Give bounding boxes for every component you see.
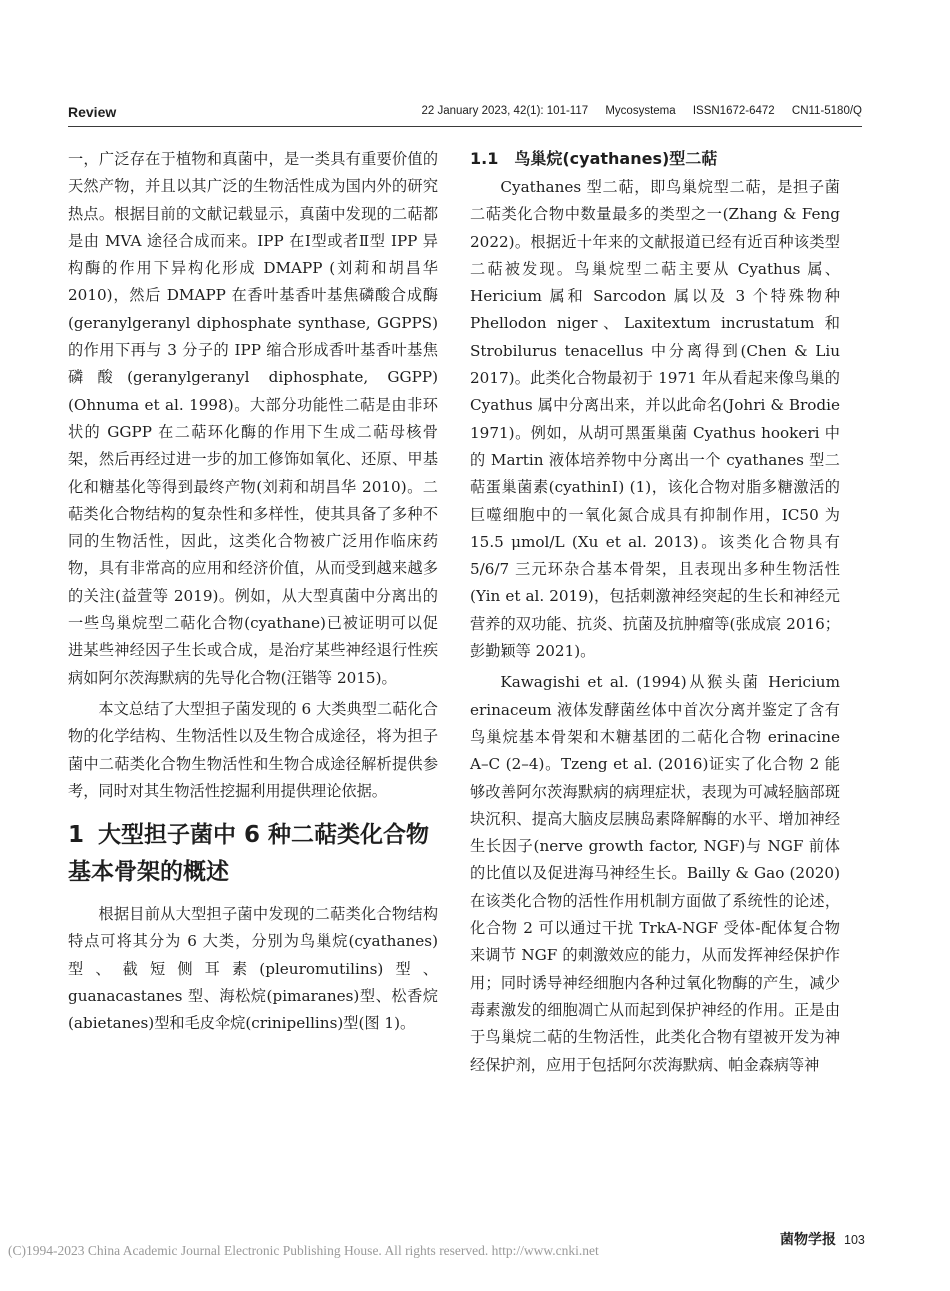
subsection-number: 1.1 — [470, 149, 499, 168]
footer-journal — [780, 1229, 865, 1249]
left-paragraph-2: 本文总结了大型担子菌发现的 6 大类典型二萜化合物的化学结构、生物活性以及生物合成途径，将为担子菌中二萜类化合物生物活性和生物合成途径解析提供参考，同时对其生物活性挖掘利用提供理论依据。 — [68, 699, 438, 800]
citation-info — [407, 105, 862, 117]
cn-number: CN11-5180/Q — [791, 105, 862, 117]
copyright-notice: (C)1994-2023 China Academic Journal Electronic Publishing House. All rights reserved. http://www.cnki.net — [8, 1243, 599, 1258]
journal-cn-name: 菌物学报 — [780, 1232, 836, 1248]
running-header — [68, 104, 862, 127]
section-number: 1 — [68, 822, 85, 849]
left-column — [68, 146, 438, 1038]
right-paragraph-2: Kawagishi et al. (1994)从猴头菌 Hericium erinaceum 液体发酵菌丝体中首次分离并鉴定了含有鸟巢烷基本骨架和木糖基团的二萜化合物 erinacine A–C (2–4)。Tzeng et al. (2016)证实了化合物 2 能够改善阿尔茨海默病的病理症状，表现为可减轻脑部斑块沉积、提高大脑皮层胰岛素降解酶的水平、增加神经生长因子(nerve growth factor, NGF)与 NGF 前体的比值以及促进海马神经生长。Bailly & Gao (2020)在该类化合物的活性作用机制方面做了系统性的论述，化合物 2 可以通过干扰 TrkA-NGF 受体-配体复合物来调节 NGF 的刺激效应的能力，从而发挥神经保护作用；同时诱导神经细胞内各种过氧化物酶的产生，减少毒素激发的细胞凋亡从而起到保护神经的作用。正是由于鸟巢烷二萜的生物活性，此类化合物有望被开发为神经保护剂，应用于包括阿尔茨海默病、帕金森病等神 — [470, 673, 840, 1074]
page-number: 103 — [844, 1233, 865, 1247]
left-paragraph-3: 根据目前从大型担子菌中发现的二萜类化合物结构特点可将其分为 6 大类，分别为鸟巢烷(cyathanes)型、截短侧耳素(pleuromutilins)型、guanacastanes 型、海松烷(pimaranes)型、松香烷(abietanes)型和毛皮伞烷(crinipellins)型(图 1)。 — [68, 905, 438, 1033]
section-heading-1 — [68, 817, 438, 891]
date-volume: 22 January 2023, 42(1): 101-117 — [421, 105, 589, 117]
journal-name: Mycosystema — [605, 105, 676, 117]
issn: ISSN1672-6472 — [692, 105, 775, 117]
left-paragraph-1: 一，广泛存在于植物和真菌中，是一类具有重要价值的天然产物，并且以其广泛的生物活性成为国内外的研究热点。根据目前的文献记载显示，真菌中发现的二萜都是由 MVA 途径合成而来。IPP 在Ⅰ型或者Ⅱ型 IPP 异构酶的作用下异构化形成 DMAPP (刘莉和胡昌华 2010)，然后 DMAPP 在香叶基香叶基焦磷酸合成酶(geranylgeranyl diphosphate synthase, GGPPS)的作用下再与 3 分子的 IPP 缩合形成香叶基香叶基焦磷酸(geranylgeranyl diphosphate, GGPP) (Ohnuma et al. 1998)。大部分功能性二萜是由非环状的 GGPP 在二萜环化酶的作用下生成二萜母核骨架，然后再经过进一步的加工修饰如氧化、还原、甲基化和糖基化等得到最终产物(刘莉和胡昌华 2010)。二萜类化合物结构的复杂性和多样性，使其具备了多种不同的生物活性，因此，这类化合物被广泛用作临床药物，具有非常高的应用和经济价值，从而受到越来越多的关注(益萱等 2019)。例如，从大型真菌中分离出的一些鸟巢烷型二萜化合物(cyathane)已被证明可以促进某些神经因子生长或合成，是治疗某些神经退行性疾病如阿尔茨海默病的先导化合物(汪锴等 2015)。 — [68, 150, 438, 687]
section-title: 大型担子菌中 6 种二萜类化合物基本骨架的概述 — [68, 822, 430, 886]
subsection-heading-1-1 — [470, 146, 840, 172]
right-paragraph-1: Cyathanes 型二萜，即鸟巢烷型二萜，是担子菌二萜类化合物中数量最多的类型之一(Zhang & Feng 2022)。根据近十年来的文献报道已经有近百种该类型二萜被发现。鸟巢烷型二萜主要从 Cyathus 属、Hericium 属和 Sarcodon 属以及 3 个特殊物种 Phellodon niger、Laxitextum incrustatum 和 Strobilurus tenacellus 中分离得到(Chen & Liu 2017)。此类化合物最初于 1971 年从看起来像鸟巢的 Cyathus 属中分离出来，并以此命名(Johri & Brodie 1971)。例如，从胡可黑蛋巢菌 Cyathus hookeri 中的 Martin 液体培养物中分离出一个 cyathanes 型二萜蛋巢菌素(cyathinⅠ) (1)，该化合物对脂多糖激活的巨噬细胞中的一氧化氮合成具有抑制作用，IC50 为 15.5 μmol/L (Xu et al. 2013)。该类化合物具有 5/6/7 三元环杂合基本骨架，且表现出多种生物活性(Yin et al. 2019)，包括刺激神经突起的生长和神经元营养的双功能、抗炎、抗菌及抗肿瘤等(张成宸 2016；彭勤颖等 2021)。 — [470, 178, 840, 661]
section-label: Review — [68, 104, 117, 120]
right-column — [470, 146, 840, 1079]
subsection-title: 鸟巢烷(cyathanes)型二萜 — [514, 149, 718, 168]
